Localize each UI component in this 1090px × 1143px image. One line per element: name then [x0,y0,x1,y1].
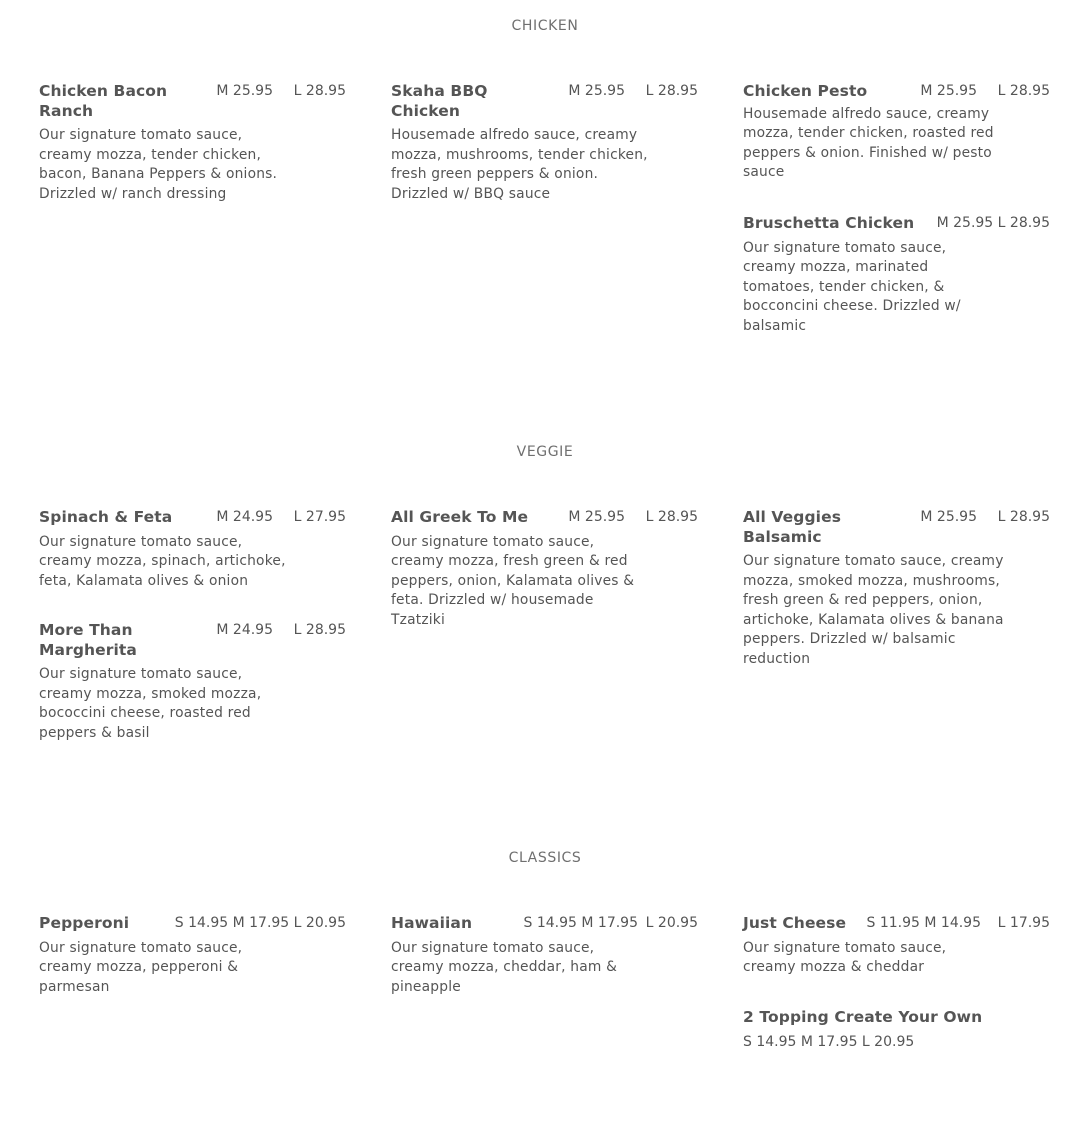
section-title-classics: CLASSICS [508,850,582,866]
price-medium-large: M 25.95 L 28.95 [936,215,1050,231]
price-small-medium: S 14.95 M 17.95 [523,915,638,931]
price-large: L 28.95 [293,622,346,638]
item-description: Our signature tomato sauce, creamy mozza, pepperoni & parmesan [39,939,243,995]
price-small-medium: S 11.95 M 14.95 [866,915,981,931]
menu-item-2-topping-create-your-own [743,1008,1050,1052]
item-name: More Than Margherita [39,621,137,659]
item-name: Chicken Bacon Ranch [39,82,168,120]
menu-item-skaha-bbq-chicken [391,82,698,204]
item-description: Our signature tomato sauce, creamy mozza, smoked mozza, mushrooms, fresh green & red peppers, onion, artichoke, Kalamata olives & banana peppers. Drizzled w/ balsamic reduction [743,553,1004,667]
price-large: L 28.95 [997,509,1050,525]
price-large: L 28.95 [997,83,1050,99]
item-name: All Greek To Me [391,508,529,526]
item-name: Bruschetta Chicken [743,214,915,232]
section-title-chicken: CHICKEN [511,18,579,34]
item-description: Our signature tomato sauce, creamy mozza, smoked mozza, bococcini cheese, roasted red peppers & basil [39,666,262,741]
menu-item-more-than-margherita [39,621,346,743]
price-medium: M 25.95 [920,509,977,525]
price-large: L 27.95 [293,509,346,525]
menu-item-chicken-bacon-ranch [39,82,346,204]
price-large: L 28.95 [645,509,698,525]
menu-item-spinach-feta [39,508,346,591]
menu-item-all-veggies-balsamic [743,508,1050,669]
item-name: Just Cheese [743,914,847,932]
item-name: 2 Topping Create Your Own [743,1008,983,1026]
price-large: L 28.95 [645,83,698,99]
menu-item-all-greek-to-me [391,508,698,630]
menu-item-bruschetta-chicken [743,214,1050,336]
menu-item-pepperoni [39,914,346,997]
price-medium: M 24.95 [216,622,273,638]
item-description: Housemade alfredo sauce, creamy mozza, tender chicken, roasted red peppers & onion. Finished w/ pesto sauce [743,105,994,180]
section-title-veggie: VEGGIE [516,444,574,460]
item-description: Our signature tomato sauce, creamy mozza, fresh green & red peppers, onion, Kalamata olives & feta. Drizzled w/ housemade Tzatziki [391,533,635,628]
item-description: Our signature tomato sauce, creamy mozza, marinated tomatoes, tender chicken, & bocconcini cheese. Drizzled w/ balsamic [743,239,961,334]
price-large: L 20.95 [645,915,698,931]
item-name: All Veggies Balsamic [743,508,842,546]
item-description: Our signature tomato sauce, creamy mozza & cheddar [743,939,947,975]
item-description: Our signature tomato sauce, creamy mozza, spinach, artichoke, feta, Kalamata olives & onion [39,533,286,589]
price-medium: M 25.95 [568,83,625,99]
price-large: L 17.95 [997,915,1050,931]
item-name: Skaha BBQ Chicken [391,82,488,120]
item-name: Chicken Pesto [743,82,868,100]
price-all-sizes: S 14.95 M 17.95 L 20.95 [743,1033,915,1050]
item-description: Our signature tomato sauce, creamy mozza, tender chicken, bacon, Banana Peppers & onions. Drizzled w/ ranch dressing [39,127,278,202]
menu-item-chicken-pesto [743,82,1050,183]
menu-item-hawaiian [391,914,698,997]
item-name: Pepperoni [39,914,130,932]
item-name: Spinach & Feta [39,508,173,526]
price-medium: M 25.95 [920,83,977,99]
price-all-sizes: S 14.95 M 17.95 L 20.95 [174,915,346,931]
price-medium: M 25.95 [216,83,273,99]
menu-item-just-cheese [743,914,1050,978]
price-medium: M 25.95 [568,509,625,525]
item-name: Hawaiian [391,914,473,932]
item-description: Housemade alfredo sauce, creamy mozza, mushrooms, tender chicken, fresh green peppers & onion. Drizzled w/ BBQ sauce [391,127,648,202]
price-large: L 28.95 [293,83,346,99]
item-description: Our signature tomato sauce, creamy mozza, cheddar, ham & pineapple [391,939,618,995]
price-medium: M 24.95 [216,509,273,525]
